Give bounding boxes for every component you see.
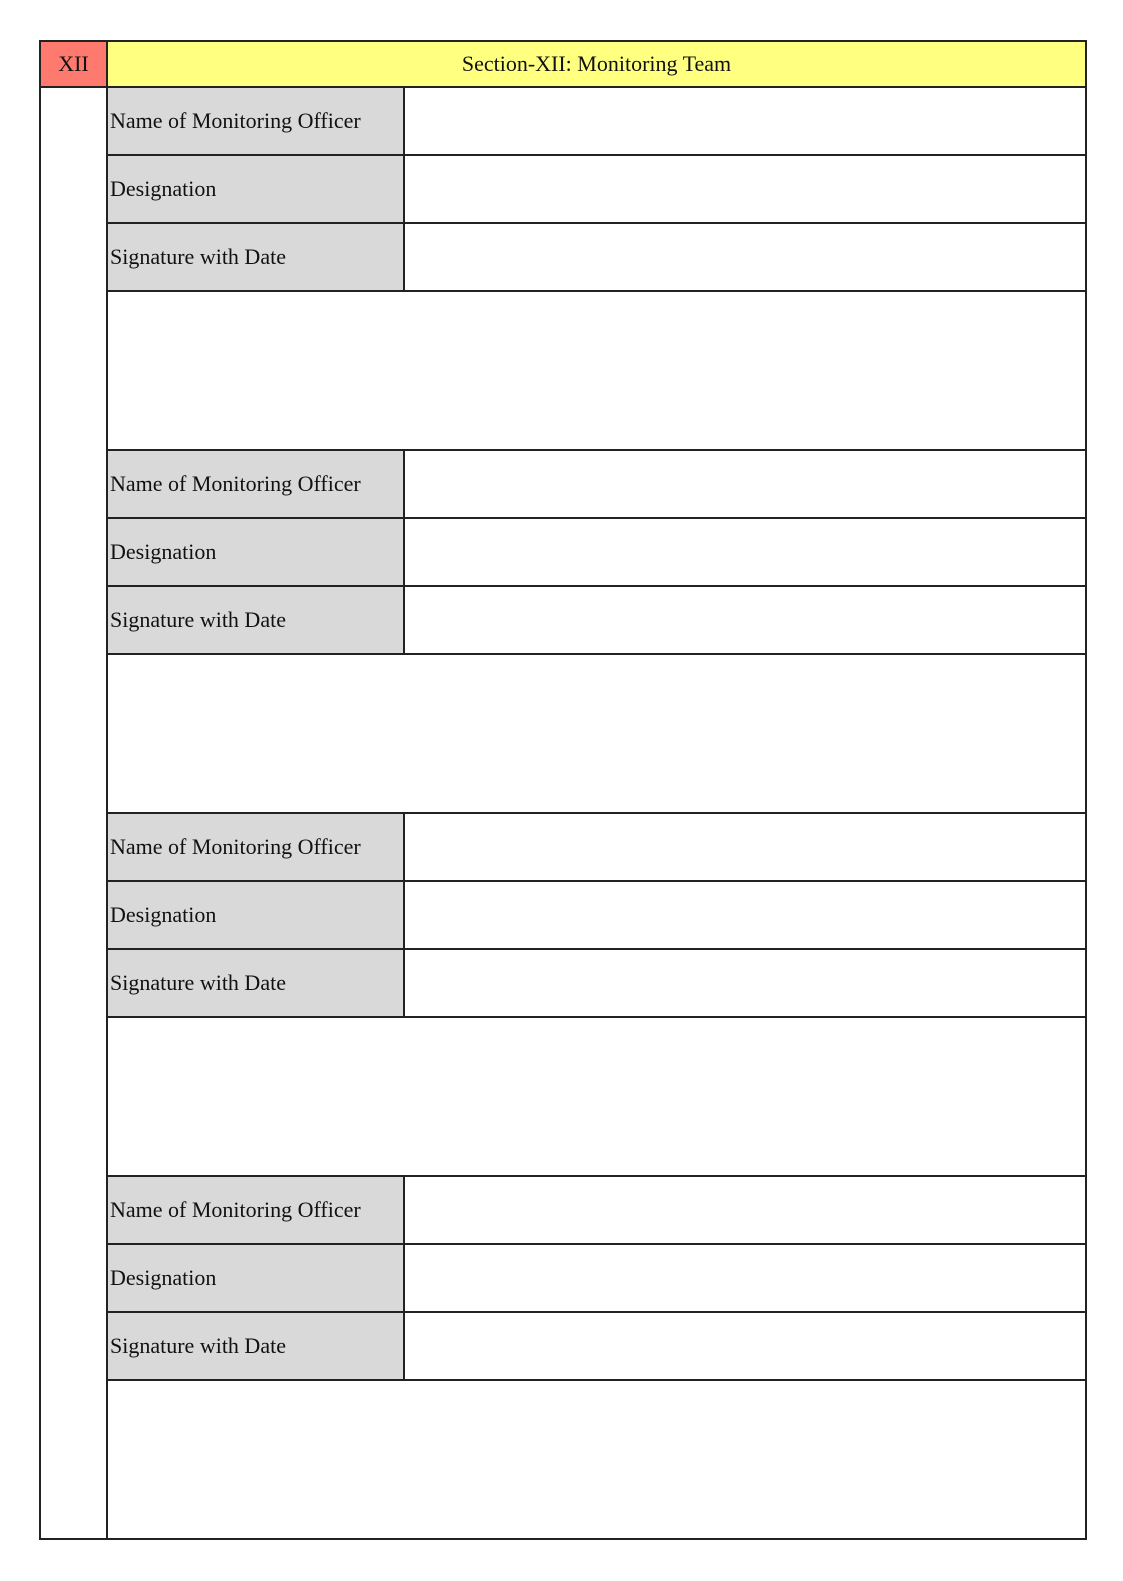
officer-name-label: Name of Monitoring Officer [108,451,405,517]
signature-field[interactable] [405,950,1085,1016]
officer-name-field[interactable] [405,1177,1085,1243]
designation-label: Designation [108,1245,405,1311]
signature-label: Signature with Date [108,950,405,1016]
signature-row [108,224,1085,292]
signature-row [108,587,1085,655]
signature-field[interactable] [405,1313,1085,1379]
officer-block-4 [108,1177,1085,1540]
blank-area [108,655,1085,814]
blank-area [108,1018,1085,1177]
officer-block-1 [108,88,1085,451]
officer-name-row [108,88,1085,156]
designation-row [108,1245,1085,1313]
designation-label: Designation [108,882,405,948]
officer-name-label: Name of Monitoring Officer [108,1177,405,1243]
officer-name-row [108,451,1085,519]
officer-name-label: Name of Monitoring Officer [108,88,405,154]
blank-area [108,292,1085,451]
designation-field[interactable] [405,1245,1085,1311]
officer-name-label: Name of Monitoring Officer [108,814,405,880]
officer-block-3 [108,814,1085,1177]
signature-row [108,950,1085,1018]
designation-label: Designation [108,156,405,222]
designation-row [108,156,1085,224]
designation-field[interactable] [405,156,1085,222]
signature-field[interactable] [405,587,1085,653]
officer-block-2 [108,451,1085,814]
section-title: Section-XII: Monitoring Team [108,42,1085,88]
signature-label: Signature with Date [108,1313,405,1379]
officer-name-field[interactable] [405,88,1085,154]
designation-field[interactable] [405,882,1085,948]
signature-field[interactable] [405,224,1085,290]
designation-row [108,882,1085,950]
officer-name-field[interactable] [405,451,1085,517]
section-number: XII [41,42,108,88]
blank-area [108,1381,1085,1538]
signature-row [108,1313,1085,1381]
officer-name-row [108,1177,1085,1245]
signature-label: Signature with Date [108,224,405,290]
designation-field[interactable] [405,519,1085,585]
officer-name-row [108,814,1085,882]
designation-row [108,519,1085,587]
monitoring-team-form [39,40,1087,1540]
officer-name-field[interactable] [405,814,1085,880]
designation-label: Designation [108,519,405,585]
signature-label: Signature with Date [108,587,405,653]
